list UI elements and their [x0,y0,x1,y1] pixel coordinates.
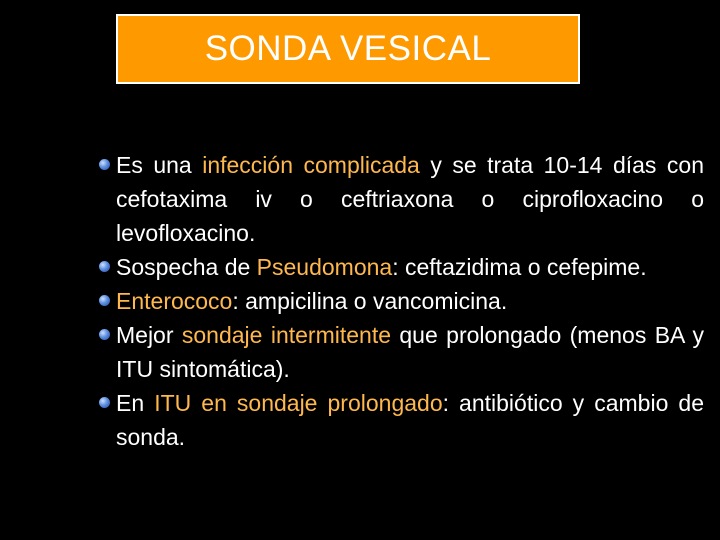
slide-title: SONDA VESICAL [204,29,492,68]
bullet-text: En [116,390,155,416]
highlight-text: Enterococo [116,288,233,314]
bullet-item-2 [96,250,704,284]
bullet-list [96,148,704,454]
bullet-text: y se trata 10-14 días con cefotaxima iv o ceftriaxona o ciprofloxacino o levofloxacino. [116,152,704,246]
bullet-dot-icon [99,329,110,340]
bullet-item-4 [96,318,704,386]
bullet-dot-icon [99,261,110,272]
title-banner [116,14,580,84]
highlight-text: ITU en sondaje prolongado [154,390,443,416]
bullet-text: : antibiótico y cambio de sonda. [116,390,704,450]
highlight-text: Pseudomona [256,254,393,280]
bullet-item-5 [96,386,704,454]
bullet-dot-icon [99,295,110,306]
bullet-text: que prolongado (menos BA y ITU sintomática). [116,322,704,382]
bullet-dot-icon [99,159,110,170]
bullet-text: : ampicilina o vancomicina. [232,288,508,314]
bullet-text: : ceftazidima o cefepime. [392,254,647,280]
bullet-item-3 [96,284,704,318]
bullet-item-1 [96,148,704,250]
highlight-text: infección complicada [202,152,420,178]
bullet-text: Es una [116,152,203,178]
bullet-dot-icon [99,397,110,408]
highlight-text: sondaje intermitente [181,322,392,348]
bullet-text: Sospecha de [116,254,257,280]
bullet-text: Mejor [116,322,182,348]
